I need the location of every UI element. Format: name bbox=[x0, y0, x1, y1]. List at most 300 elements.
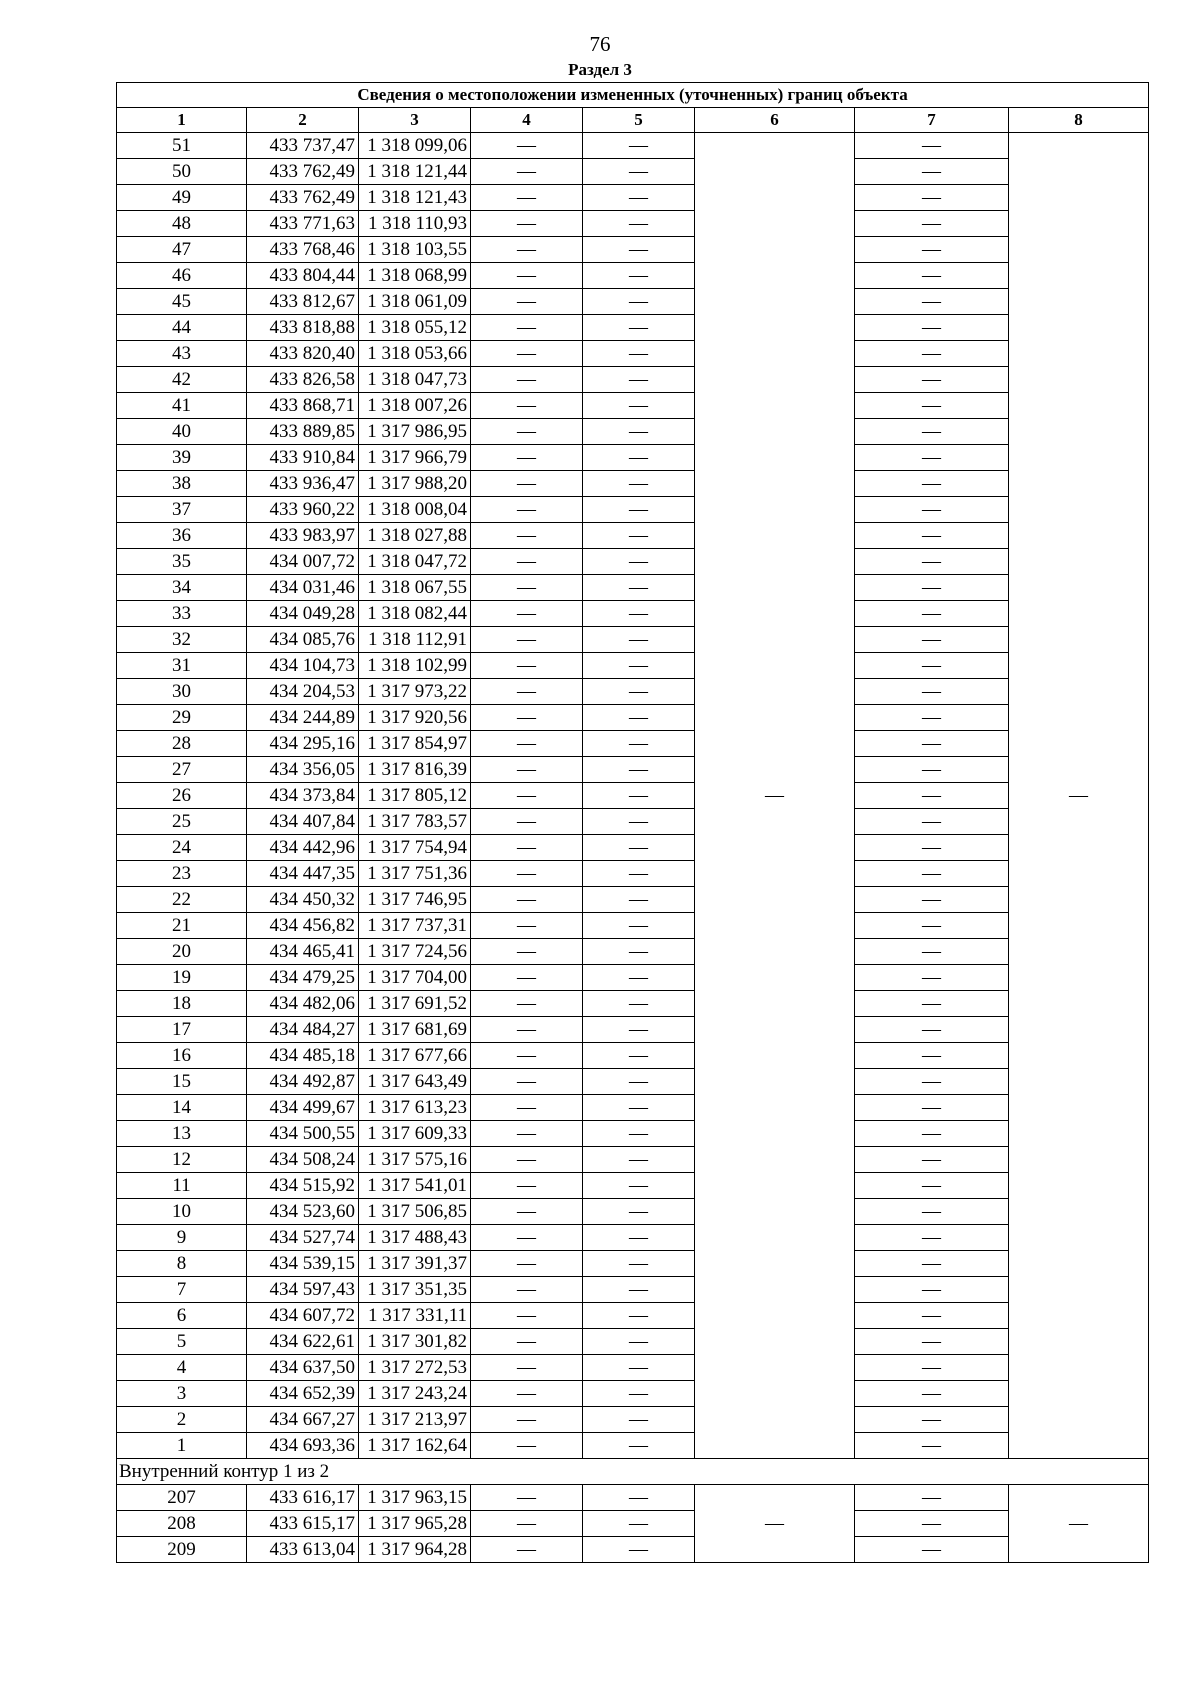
table-row bbox=[117, 679, 1149, 705]
point-number-cell: 208 bbox=[117, 1511, 247, 1537]
table-row bbox=[117, 1017, 1149, 1043]
table-row bbox=[117, 1121, 1149, 1147]
column-7-cell: — bbox=[855, 757, 1009, 783]
point-number-cell: 42 bbox=[117, 367, 247, 393]
column-5-cell: — bbox=[583, 289, 695, 315]
point-number-cell: 11 bbox=[117, 1173, 247, 1199]
x-coordinate-cell: 434 447,35 bbox=[247, 861, 359, 887]
y-coordinate-cell: 1 318 047,72 bbox=[359, 549, 471, 575]
table-row bbox=[117, 1095, 1149, 1121]
column-7-cell: — bbox=[855, 1043, 1009, 1069]
column-4-cell: — bbox=[471, 1407, 583, 1433]
column-5-cell: — bbox=[583, 1381, 695, 1407]
column-header: 5 bbox=[583, 108, 695, 133]
point-number-cell: 50 bbox=[117, 159, 247, 185]
x-coordinate-cell: 434 527,74 bbox=[247, 1225, 359, 1251]
table-row bbox=[117, 1407, 1149, 1433]
column-4-cell: — bbox=[471, 1017, 583, 1043]
y-coordinate-cell: 1 317 963,15 bbox=[359, 1485, 471, 1511]
table-row bbox=[117, 1147, 1149, 1173]
y-coordinate-cell: 1 317 613,23 bbox=[359, 1095, 471, 1121]
column-6-merged-cell: — bbox=[695, 133, 855, 1459]
point-number-cell: 28 bbox=[117, 731, 247, 757]
table-row bbox=[117, 887, 1149, 913]
column-7-cell: — bbox=[855, 497, 1009, 523]
column-4-cell: — bbox=[471, 1095, 583, 1121]
column-4-cell: — bbox=[471, 237, 583, 263]
y-coordinate-cell: 1 317 746,95 bbox=[359, 887, 471, 913]
y-coordinate-cell: 1 317 506,85 bbox=[359, 1199, 471, 1225]
y-coordinate-cell: 1 318 121,44 bbox=[359, 159, 471, 185]
point-number-cell: 5 bbox=[117, 1329, 247, 1355]
column-7-cell: — bbox=[855, 991, 1009, 1017]
column-7-cell: — bbox=[855, 1251, 1009, 1277]
column-7-cell: — bbox=[855, 1199, 1009, 1225]
y-coordinate-cell: 1 318 061,09 bbox=[359, 289, 471, 315]
boundary-coordinates-table bbox=[116, 82, 1149, 1563]
table-row bbox=[117, 1069, 1149, 1095]
column-4-cell: — bbox=[471, 835, 583, 861]
column-7-cell: — bbox=[855, 627, 1009, 653]
column-5-cell: — bbox=[583, 211, 695, 237]
column-7-cell: — bbox=[855, 263, 1009, 289]
x-coordinate-cell: 434 450,32 bbox=[247, 887, 359, 913]
section-title: Раздел 3 bbox=[568, 60, 632, 79]
x-coordinate-cell: 434 407,84 bbox=[247, 809, 359, 835]
table-row bbox=[117, 705, 1149, 731]
column-4-cell: — bbox=[471, 1277, 583, 1303]
table-row bbox=[117, 523, 1149, 549]
table-row bbox=[117, 1433, 1149, 1459]
point-number-cell: 20 bbox=[117, 939, 247, 965]
column-4-cell: — bbox=[471, 393, 583, 419]
point-number-cell: 23 bbox=[117, 861, 247, 887]
table-row bbox=[117, 1199, 1149, 1225]
table-row bbox=[117, 757, 1149, 783]
point-number-cell: 47 bbox=[117, 237, 247, 263]
column-5-cell: — bbox=[583, 549, 695, 575]
column-5-cell: — bbox=[583, 497, 695, 523]
point-number-cell: 209 bbox=[117, 1537, 247, 1563]
column-5-cell: — bbox=[583, 1199, 695, 1225]
table-row bbox=[117, 289, 1149, 315]
column-5-cell: — bbox=[583, 731, 695, 757]
table-row bbox=[117, 549, 1149, 575]
column-5-cell: — bbox=[583, 653, 695, 679]
table-row bbox=[117, 1043, 1149, 1069]
y-coordinate-cell: 1 317 351,35 bbox=[359, 1277, 471, 1303]
column-4-cell: — bbox=[471, 1537, 583, 1563]
column-7-cell: — bbox=[855, 1225, 1009, 1251]
point-number-cell: 35 bbox=[117, 549, 247, 575]
column-4-cell: — bbox=[471, 1511, 583, 1537]
point-number-cell: 25 bbox=[117, 809, 247, 835]
x-coordinate-cell: 434 500,55 bbox=[247, 1121, 359, 1147]
column-4-cell: — bbox=[471, 419, 583, 445]
column-5-cell: — bbox=[583, 1121, 695, 1147]
table-row bbox=[117, 185, 1149, 211]
column-7-cell: — bbox=[855, 1303, 1009, 1329]
x-coordinate-cell: 433 812,67 bbox=[247, 289, 359, 315]
x-coordinate-cell: 434 031,46 bbox=[247, 575, 359, 601]
column-7-cell: — bbox=[855, 419, 1009, 445]
y-coordinate-cell: 1 317 966,79 bbox=[359, 445, 471, 471]
y-coordinate-cell: 1 318 112,91 bbox=[359, 627, 471, 653]
point-number-cell: 14 bbox=[117, 1095, 247, 1121]
point-number-cell: 26 bbox=[117, 783, 247, 809]
point-number-cell: 43 bbox=[117, 341, 247, 367]
y-coordinate-cell: 1 317 964,28 bbox=[359, 1537, 471, 1563]
point-number-cell: 207 bbox=[117, 1485, 247, 1511]
y-coordinate-cell: 1 317 724,56 bbox=[359, 939, 471, 965]
x-coordinate-cell: 434 539,15 bbox=[247, 1251, 359, 1277]
column-4-cell: — bbox=[471, 1043, 583, 1069]
x-coordinate-cell: 434 622,61 bbox=[247, 1329, 359, 1355]
column-4-cell: — bbox=[471, 575, 583, 601]
column-5-cell: — bbox=[583, 159, 695, 185]
column-5-cell: — bbox=[583, 1173, 695, 1199]
x-coordinate-cell: 433 804,44 bbox=[247, 263, 359, 289]
column-7-cell: — bbox=[855, 445, 1009, 471]
point-number-cell: 17 bbox=[117, 1017, 247, 1043]
column-5-cell: — bbox=[583, 861, 695, 887]
x-coordinate-cell: 434 049,28 bbox=[247, 601, 359, 627]
column-header: 8 bbox=[1009, 108, 1149, 133]
point-number-cell: 21 bbox=[117, 913, 247, 939]
point-number-cell: 45 bbox=[117, 289, 247, 315]
table-row bbox=[117, 419, 1149, 445]
x-coordinate-cell: 434 104,73 bbox=[247, 653, 359, 679]
point-number-cell: 8 bbox=[117, 1251, 247, 1277]
x-coordinate-cell: 434 442,96 bbox=[247, 835, 359, 861]
y-coordinate-cell: 1 317 677,66 bbox=[359, 1043, 471, 1069]
y-coordinate-cell: 1 317 986,95 bbox=[359, 419, 471, 445]
table-row bbox=[117, 1511, 1149, 1537]
contour-row bbox=[117, 1459, 1149, 1485]
column-4-cell: — bbox=[471, 1069, 583, 1095]
column-7-cell: — bbox=[855, 575, 1009, 601]
x-coordinate-cell: 433 613,04 bbox=[247, 1537, 359, 1563]
column-4-cell: — bbox=[471, 1433, 583, 1459]
point-number-cell: 3 bbox=[117, 1381, 247, 1407]
table-row bbox=[117, 315, 1149, 341]
column-5-cell: — bbox=[583, 1433, 695, 1459]
column-5-cell: — bbox=[583, 1017, 695, 1043]
column-header: 2 bbox=[247, 108, 359, 133]
column-7-cell: — bbox=[855, 1485, 1009, 1511]
column-7-cell: — bbox=[855, 1433, 1009, 1459]
x-coordinate-cell: 433 762,49 bbox=[247, 159, 359, 185]
y-coordinate-cell: 1 317 754,94 bbox=[359, 835, 471, 861]
table-row bbox=[117, 939, 1149, 965]
table-row bbox=[117, 1225, 1149, 1251]
column-4-cell: — bbox=[471, 1355, 583, 1381]
x-coordinate-cell: 434 085,76 bbox=[247, 627, 359, 653]
column-7-cell: — bbox=[855, 1407, 1009, 1433]
column-7-cell: — bbox=[855, 653, 1009, 679]
column-7-cell: — bbox=[855, 185, 1009, 211]
column-4-cell: — bbox=[471, 159, 583, 185]
y-coordinate-cell: 1 317 816,39 bbox=[359, 757, 471, 783]
y-coordinate-cell: 1 317 737,31 bbox=[359, 913, 471, 939]
column-4-cell: — bbox=[471, 133, 583, 159]
y-coordinate-cell: 1 317 243,24 bbox=[359, 1381, 471, 1407]
column-7-cell: — bbox=[855, 861, 1009, 887]
table-row bbox=[117, 731, 1149, 757]
column-4-cell: — bbox=[471, 913, 583, 939]
point-number-cell: 6 bbox=[117, 1303, 247, 1329]
x-coordinate-cell: 434 295,16 bbox=[247, 731, 359, 757]
table-row bbox=[117, 575, 1149, 601]
point-number-cell: 51 bbox=[117, 133, 247, 159]
table-caption: Сведения о местоположении измененных (уточненных) границ объекта bbox=[117, 83, 1149, 108]
table-row bbox=[117, 783, 1149, 809]
column-5-cell: — bbox=[583, 783, 695, 809]
column-header: 1 bbox=[117, 108, 247, 133]
column-7-cell: — bbox=[855, 913, 1009, 939]
column-4-cell: — bbox=[471, 263, 583, 289]
column-5-cell: — bbox=[583, 1511, 695, 1537]
table-row bbox=[117, 861, 1149, 887]
point-number-cell: 7 bbox=[117, 1277, 247, 1303]
column-7-cell: — bbox=[855, 315, 1009, 341]
column-5-cell: — bbox=[583, 835, 695, 861]
point-number-cell: 41 bbox=[117, 393, 247, 419]
column-7-cell: — bbox=[855, 237, 1009, 263]
y-coordinate-cell: 1 318 103,55 bbox=[359, 237, 471, 263]
point-number-cell: 24 bbox=[117, 835, 247, 861]
y-coordinate-cell: 1 317 704,00 bbox=[359, 965, 471, 991]
table-row bbox=[117, 627, 1149, 653]
x-coordinate-cell: 434 607,72 bbox=[247, 1303, 359, 1329]
y-coordinate-cell: 1 317 213,97 bbox=[359, 1407, 471, 1433]
x-coordinate-cell: 433 737,47 bbox=[247, 133, 359, 159]
column-4-cell: — bbox=[471, 1329, 583, 1355]
column-4-cell: — bbox=[471, 1173, 583, 1199]
point-number-cell: 27 bbox=[117, 757, 247, 783]
table-row bbox=[117, 1277, 1149, 1303]
column-5-cell: — bbox=[583, 185, 695, 211]
column-7-cell: — bbox=[855, 783, 1009, 809]
column-5-cell: — bbox=[583, 237, 695, 263]
x-coordinate-cell: 433 983,97 bbox=[247, 523, 359, 549]
column-4-cell: — bbox=[471, 497, 583, 523]
y-coordinate-cell: 1 318 068,99 bbox=[359, 263, 471, 289]
column-5-cell: — bbox=[583, 1407, 695, 1433]
table-row bbox=[117, 1251, 1149, 1277]
column-5-cell: — bbox=[583, 1069, 695, 1095]
column-5-cell: — bbox=[583, 471, 695, 497]
column-4-cell: — bbox=[471, 627, 583, 653]
column-4-cell: — bbox=[471, 1251, 583, 1277]
y-coordinate-cell: 1 317 681,69 bbox=[359, 1017, 471, 1043]
point-number-cell: 37 bbox=[117, 497, 247, 523]
column-4-cell: — bbox=[471, 939, 583, 965]
column-5-cell: — bbox=[583, 419, 695, 445]
y-coordinate-cell: 1 317 783,57 bbox=[359, 809, 471, 835]
column-4-cell: — bbox=[471, 809, 583, 835]
column-7-cell: — bbox=[855, 835, 1009, 861]
table-row bbox=[117, 211, 1149, 237]
y-coordinate-cell: 1 318 053,66 bbox=[359, 341, 471, 367]
x-coordinate-cell: 433 771,63 bbox=[247, 211, 359, 237]
x-coordinate-cell: 433 615,17 bbox=[247, 1511, 359, 1537]
x-coordinate-cell: 434 667,27 bbox=[247, 1407, 359, 1433]
table-row bbox=[117, 601, 1149, 627]
x-coordinate-cell: 434 637,50 bbox=[247, 1355, 359, 1381]
column-5-cell: — bbox=[583, 367, 695, 393]
table-row bbox=[117, 445, 1149, 471]
point-number-cell: 19 bbox=[117, 965, 247, 991]
x-coordinate-cell: 434 508,24 bbox=[247, 1147, 359, 1173]
column-5-cell: — bbox=[583, 1043, 695, 1069]
y-coordinate-cell: 1 317 965,28 bbox=[359, 1511, 471, 1537]
x-coordinate-cell: 434 523,60 bbox=[247, 1199, 359, 1225]
column-7-cell: — bbox=[855, 159, 1009, 185]
x-coordinate-cell: 433 826,58 bbox=[247, 367, 359, 393]
y-coordinate-cell: 1 317 391,37 bbox=[359, 1251, 471, 1277]
column-7-cell: — bbox=[855, 1147, 1009, 1173]
table-row bbox=[117, 965, 1149, 991]
x-coordinate-cell: 433 762,49 bbox=[247, 185, 359, 211]
table-row bbox=[117, 133, 1149, 159]
table-row bbox=[117, 263, 1149, 289]
column-7-cell: — bbox=[855, 1173, 1009, 1199]
column-7-cell: — bbox=[855, 679, 1009, 705]
column-4-cell: — bbox=[471, 679, 583, 705]
column-5-cell: — bbox=[583, 991, 695, 1017]
column-4-cell: — bbox=[471, 731, 583, 757]
column-7-cell: — bbox=[855, 1069, 1009, 1095]
column-5-cell: — bbox=[583, 263, 695, 289]
y-coordinate-cell: 1 318 055,12 bbox=[359, 315, 471, 341]
column-7-cell: — bbox=[855, 731, 1009, 757]
point-number-cell: 15 bbox=[117, 1069, 247, 1095]
y-coordinate-cell: 1 317 272,53 bbox=[359, 1355, 471, 1381]
column-5-cell: — bbox=[583, 341, 695, 367]
column-4-cell: — bbox=[471, 861, 583, 887]
table-row bbox=[117, 1485, 1149, 1511]
column-5-cell: — bbox=[583, 1225, 695, 1251]
point-number-cell: 13 bbox=[117, 1121, 247, 1147]
table-row bbox=[117, 835, 1149, 861]
point-number-cell: 36 bbox=[117, 523, 247, 549]
column-4-cell: — bbox=[471, 757, 583, 783]
table-row bbox=[117, 653, 1149, 679]
column-4-cell: — bbox=[471, 523, 583, 549]
y-coordinate-cell: 1 317 301,82 bbox=[359, 1329, 471, 1355]
column-7-cell: — bbox=[855, 939, 1009, 965]
x-coordinate-cell: 434 465,41 bbox=[247, 939, 359, 965]
column-header: 4 bbox=[471, 108, 583, 133]
column-7-cell: — bbox=[855, 705, 1009, 731]
column-5-cell: — bbox=[583, 809, 695, 835]
column-4-cell: — bbox=[471, 705, 583, 731]
column-5-cell: — bbox=[583, 445, 695, 471]
column-7-cell: — bbox=[855, 887, 1009, 913]
column-7-cell: — bbox=[855, 965, 1009, 991]
y-coordinate-cell: 1 317 751,36 bbox=[359, 861, 471, 887]
y-coordinate-cell: 1 318 110,93 bbox=[359, 211, 471, 237]
column-4-cell: — bbox=[471, 315, 583, 341]
x-coordinate-cell: 434 482,06 bbox=[247, 991, 359, 1017]
column-7-cell: — bbox=[855, 341, 1009, 367]
column-7-cell: — bbox=[855, 289, 1009, 315]
column-7-cell: — bbox=[855, 1329, 1009, 1355]
x-coordinate-cell: 434 485,18 bbox=[247, 1043, 359, 1069]
x-coordinate-cell: 433 616,17 bbox=[247, 1485, 359, 1511]
column-4-cell: — bbox=[471, 1381, 583, 1407]
column-4-cell: — bbox=[471, 887, 583, 913]
column-7-cell: — bbox=[855, 1511, 1009, 1537]
point-number-cell: 12 bbox=[117, 1147, 247, 1173]
column-5-cell: — bbox=[583, 1355, 695, 1381]
column-5-cell: — bbox=[583, 393, 695, 419]
column-7-cell: — bbox=[855, 1381, 1009, 1407]
column-4-cell: — bbox=[471, 185, 583, 211]
y-coordinate-cell: 1 318 121,43 bbox=[359, 185, 471, 211]
table-row bbox=[117, 393, 1149, 419]
point-number-cell: 18 bbox=[117, 991, 247, 1017]
point-number-cell: 48 bbox=[117, 211, 247, 237]
column-5-cell: — bbox=[583, 1277, 695, 1303]
column-7-cell: — bbox=[855, 133, 1009, 159]
y-coordinate-cell: 1 317 609,33 bbox=[359, 1121, 471, 1147]
x-coordinate-cell: 433 818,88 bbox=[247, 315, 359, 341]
y-coordinate-cell: 1 317 575,16 bbox=[359, 1147, 471, 1173]
column-7-cell: — bbox=[855, 1095, 1009, 1121]
column-4-cell: — bbox=[471, 341, 583, 367]
column-7-cell: — bbox=[855, 471, 1009, 497]
point-number-cell: 40 bbox=[117, 419, 247, 445]
x-coordinate-cell: 434 007,72 bbox=[247, 549, 359, 575]
y-coordinate-cell: 1 317 854,97 bbox=[359, 731, 471, 757]
point-number-cell: 39 bbox=[117, 445, 247, 471]
y-coordinate-cell: 1 317 643,49 bbox=[359, 1069, 471, 1095]
y-coordinate-cell: 1 318 047,73 bbox=[359, 367, 471, 393]
column-4-cell: — bbox=[471, 783, 583, 809]
point-number-cell: 33 bbox=[117, 601, 247, 627]
y-coordinate-cell: 1 318 082,44 bbox=[359, 601, 471, 627]
column-7-cell: — bbox=[855, 549, 1009, 575]
column-4-cell: — bbox=[471, 965, 583, 991]
y-coordinate-cell: 1 318 008,04 bbox=[359, 497, 471, 523]
table-row bbox=[117, 497, 1149, 523]
column-4-cell: — bbox=[471, 991, 583, 1017]
x-coordinate-cell: 434 652,39 bbox=[247, 1381, 359, 1407]
column-7-cell: — bbox=[855, 211, 1009, 237]
column-5-cell: — bbox=[583, 601, 695, 627]
column-4-cell: — bbox=[471, 1147, 583, 1173]
x-coordinate-cell: 434 693,36 bbox=[247, 1433, 359, 1459]
x-coordinate-cell: 434 356,05 bbox=[247, 757, 359, 783]
table-row bbox=[117, 159, 1149, 185]
column-header: 6 bbox=[695, 108, 855, 133]
x-coordinate-cell: 434 499,67 bbox=[247, 1095, 359, 1121]
column-5-cell: — bbox=[583, 913, 695, 939]
x-coordinate-cell: 434 597,43 bbox=[247, 1277, 359, 1303]
column-5-cell: — bbox=[583, 757, 695, 783]
y-coordinate-cell: 1 317 691,52 bbox=[359, 991, 471, 1017]
x-coordinate-cell: 433 868,71 bbox=[247, 393, 359, 419]
y-coordinate-cell: 1 317 973,22 bbox=[359, 679, 471, 705]
column-5-cell: — bbox=[583, 627, 695, 653]
column-6-merged-cell: — bbox=[695, 1485, 855, 1563]
column-4-cell: — bbox=[471, 1121, 583, 1147]
x-coordinate-cell: 433 936,47 bbox=[247, 471, 359, 497]
column-5-cell: — bbox=[583, 939, 695, 965]
table-row bbox=[117, 471, 1149, 497]
